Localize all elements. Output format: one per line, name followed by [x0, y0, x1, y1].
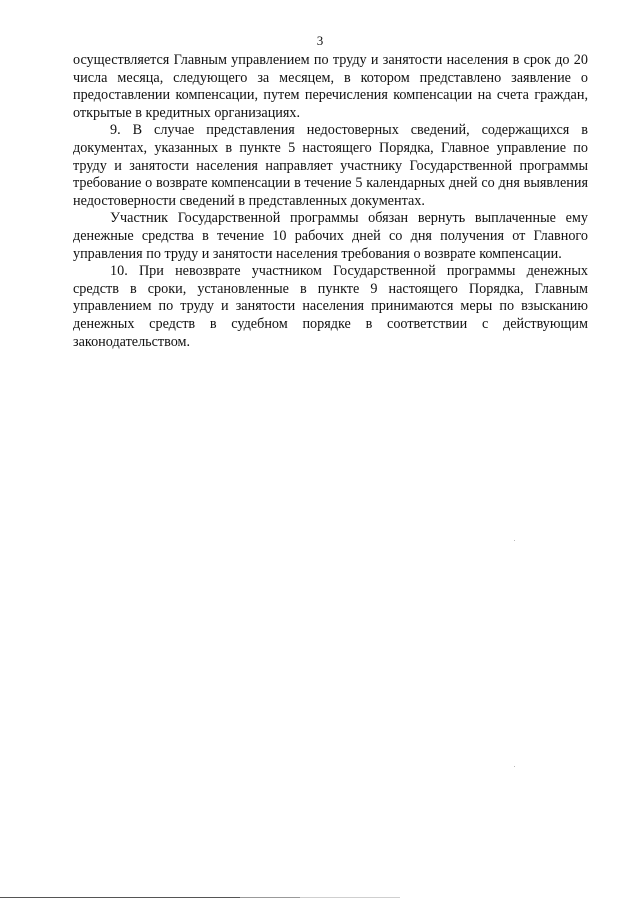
document-body — [73, 52, 588, 351]
paragraph-item-10: 10. При невозврате участником Государственной программы денежных средств в сроки, установленные в пункте 9 настоящего Порядка, Главным управлением по труду и занятости населения принимаются меры по взысканию денежных средств в судебном порядке в соответствии с действующим законодательством. — [73, 263, 588, 350]
paragraph-continuation: осуществляется Главным управлением по труду и занятости населения в срок до 20 числа месяца, следующего за месяцем, в котором представлено заявление о предоставлении компенсации, путем перечисления компенсации на счета граждан, открытые в кредитных организациях. — [73, 52, 588, 121]
paragraph-item-9: 9. В случае представления недостоверных сведений, содержащихся в документах, указанных в пункте 5 настоящего Порядка, Главное управление по труду и занятости населения направляет участнику Государственной программы требование о возврате компенсации в течение 5 календарных дней со дня выявления недостоверности сведений в представленных документах. — [73, 122, 588, 209]
paragraph-participant-obligation: Участник Государственной программы обязан вернуть выплаченные ему денежные средства в течение 10 рабочих дней со дня получения от Главного управления по труду и занятости населения требования о возврате компенсации. — [73, 210, 588, 262]
scan-edge-line — [0, 897, 400, 898]
scan-artifact — [514, 540, 515, 541]
page-number: 3 — [316, 33, 324, 48]
scan-artifact — [514, 766, 515, 767]
